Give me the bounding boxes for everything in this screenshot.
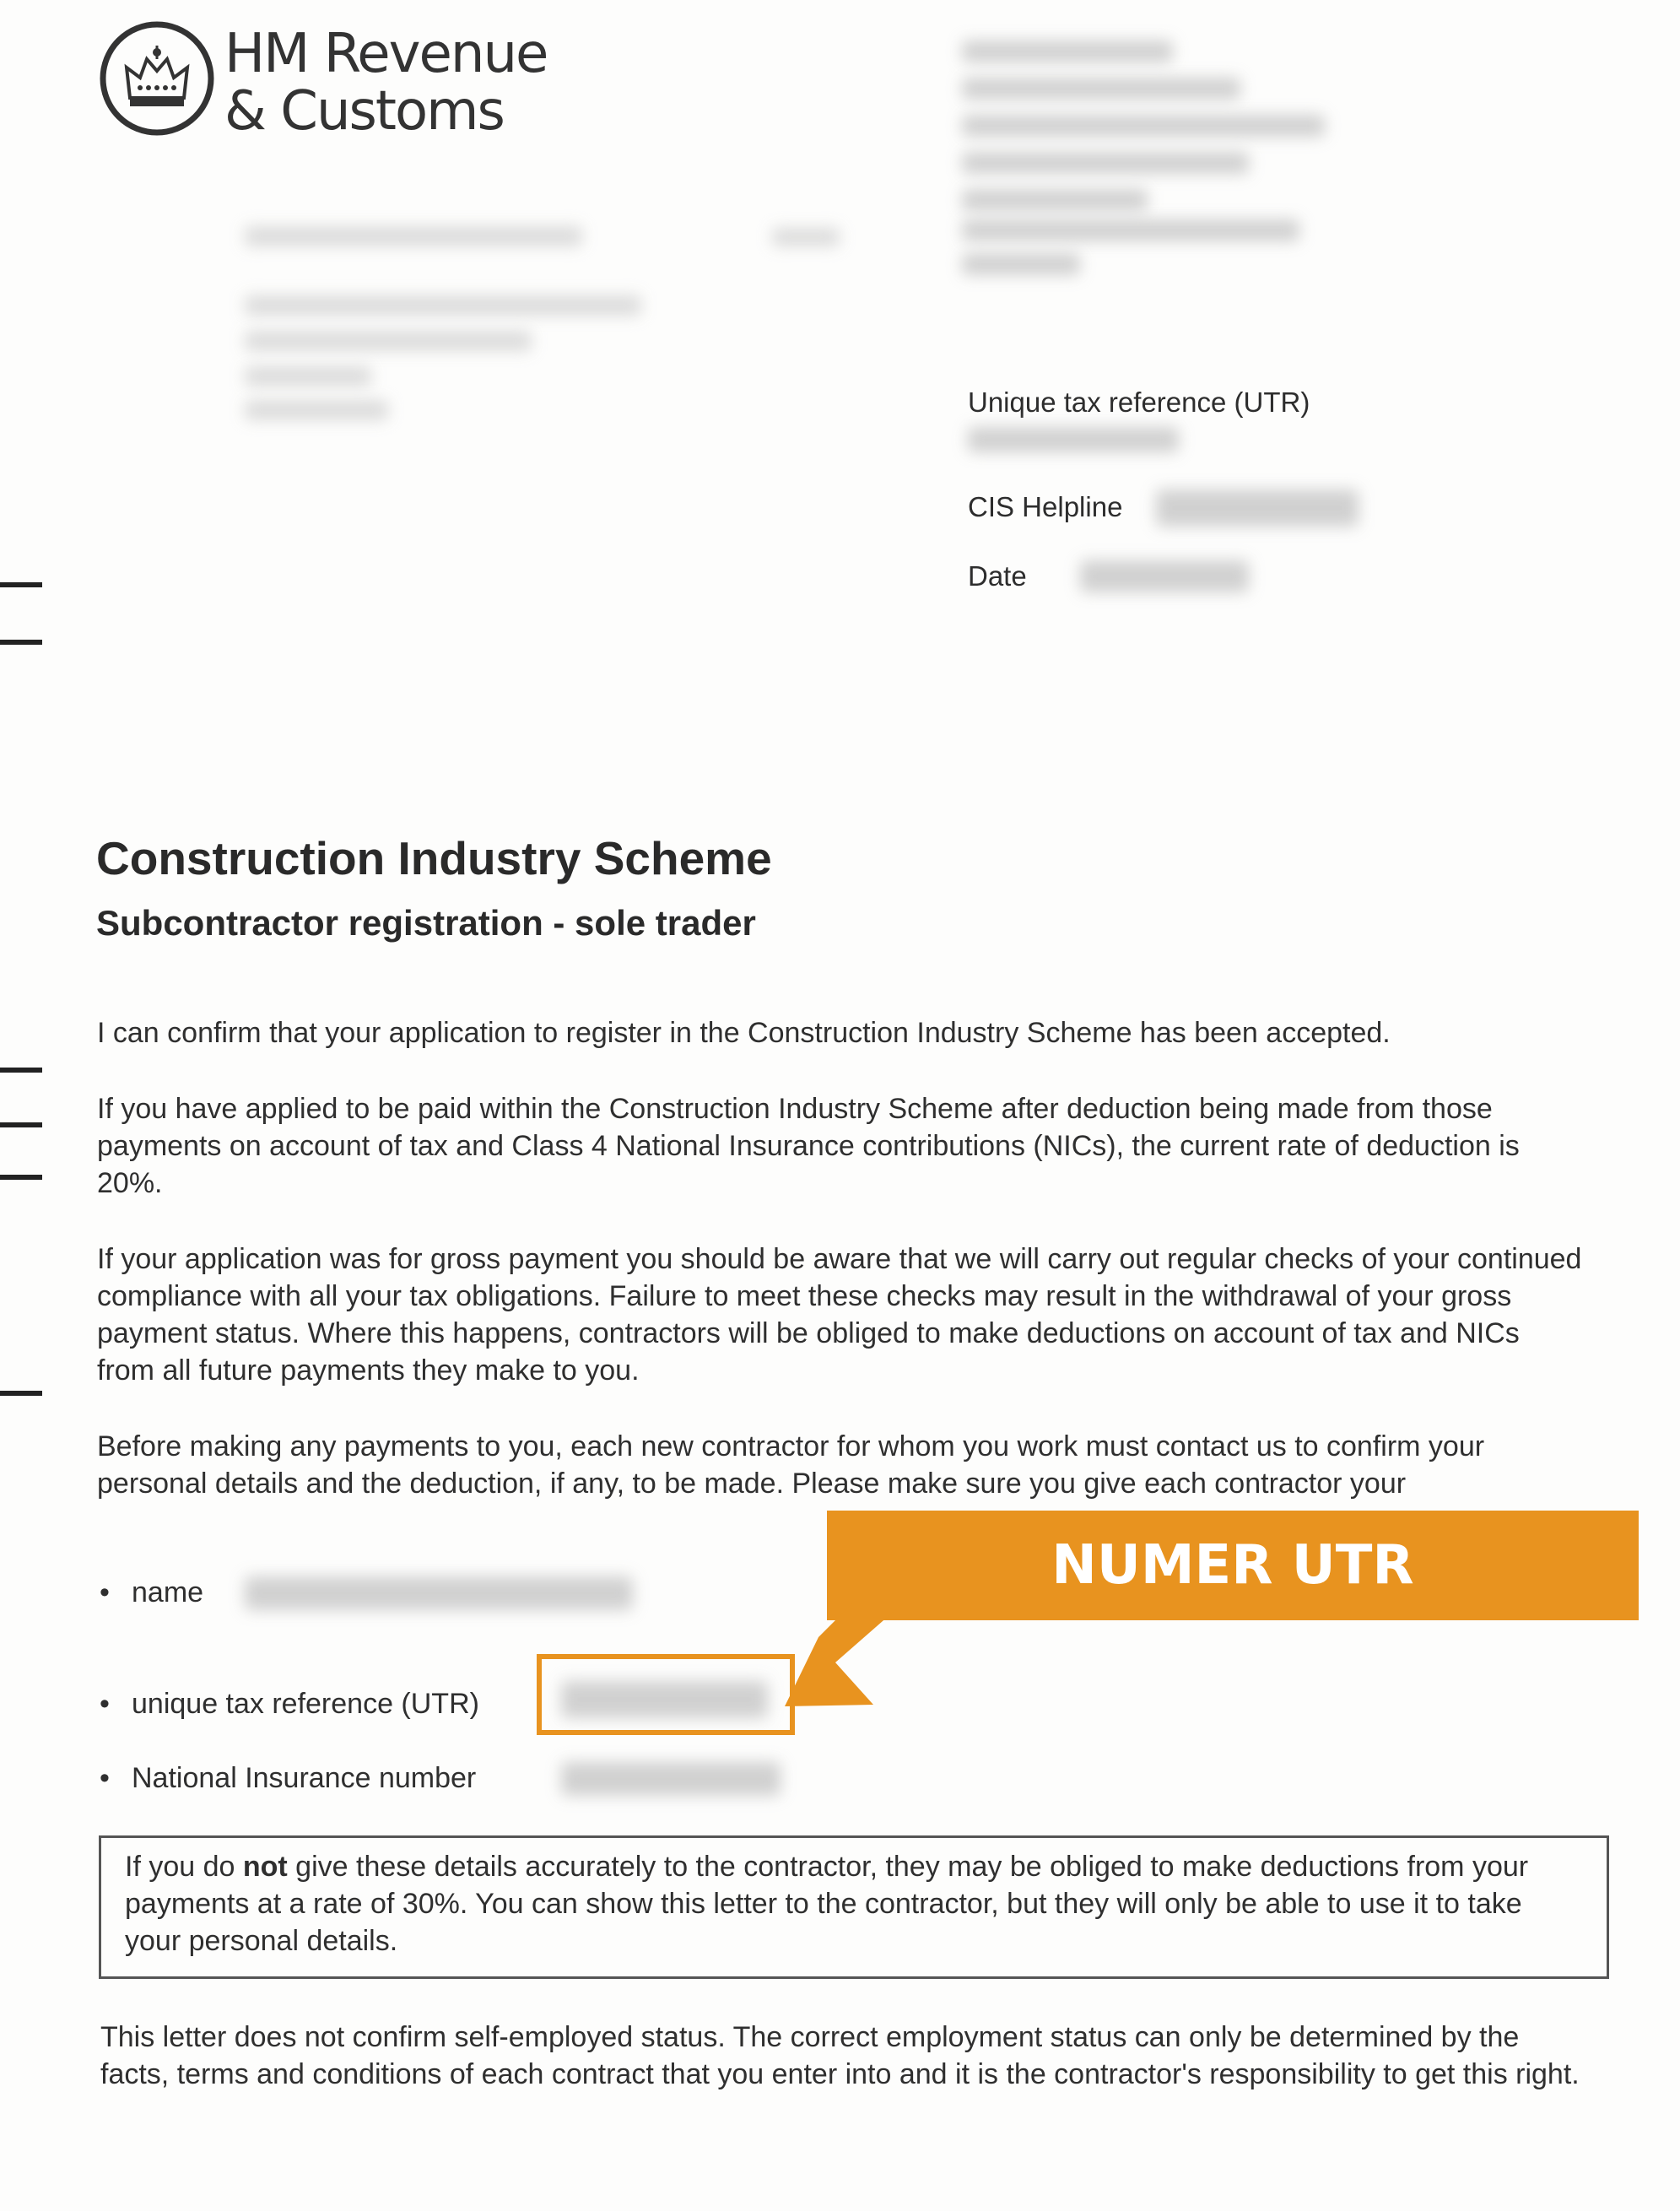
bullet-item: • name — [100, 1576, 204, 1608]
margin-mark — [0, 1068, 42, 1073]
paragraph: Before making any payments to you, each new contractor for whom you work must contact us to confirm your personal details and the deduction, if any, to be made. Please make sure you give each contractor your — [97, 1430, 1485, 1500]
redacted-recipient-address — [245, 400, 388, 420]
paragraph: If you have applied to be paid within the Construction Industry Scheme after deduction being made from those payments on account of tax and Class 4 National Insurance contributions (NICs), the current rate of deduction is 20%. — [97, 1093, 1520, 1199]
redacted-sender-address — [962, 189, 1148, 211]
paragraph: I can confirm that your application to register in the Construction Industry Scheme has been accepted. — [97, 1017, 1391, 1049]
utr-highlight-box — [537, 1654, 795, 1735]
margin-mark — [0, 1122, 42, 1127]
arrow-icon — [785, 1603, 987, 1722]
bullet-label: name — [132, 1576, 204, 1608]
utr-label: Unique tax reference (UTR) — [968, 387, 1310, 418]
date-label: Date — [968, 560, 1027, 592]
redacted-helpline-value — [1156, 489, 1359, 527]
redacted-sender-address — [962, 115, 1325, 137]
logo-line-2: & Customs — [224, 80, 504, 143]
notice-box — [99, 1835, 1609, 1979]
margin-mark — [0, 640, 42, 645]
margin-mark — [0, 1175, 42, 1180]
redacted-recipient-address — [245, 295, 641, 316]
redacted-recipient-address — [245, 226, 582, 246]
crown-icon — [98, 15, 216, 142]
redacted-sender-address — [962, 219, 1299, 241]
margin-mark — [0, 1391, 42, 1396]
redacted-sender-address — [962, 253, 1080, 275]
logo-line-1: HM Revenue — [224, 23, 548, 85]
footer-paragraph: This letter does not confirm self-employed status. The correct employment status can only be determined by the facts, terms and conditions of each contract that you enter into and it is the contractor's responsibility to get this right. — [100, 2021, 1580, 2090]
redacted-sender-address — [962, 78, 1240, 100]
paragraph: If your application was for gross payment you should be aware that we will carry out regular checks of your continued compliance with all your tax obligations. Failure to meet these checks may result in the withdrawal of your gross payment status. Where this happens, contractors will be obliged to make deductions on account of tax and NICs from all future payments they make to you. — [97, 1243, 1582, 1387]
bullet-item: • National Insurance number — [100, 1762, 477, 1794]
redacted-recipient-address — [245, 331, 532, 351]
cis-helpline-label: CIS Helpline — [968, 491, 1123, 522]
notice-text: If you do not give these details accurately to the contractor, they may be obliged to make deductions from your payments at a rate of 30%. You can show this letter to the contractor, but they will only be able to use it to take your personal details. — [125, 1851, 1529, 1957]
redacted-recipient-address — [245, 366, 371, 387]
redacted-date-value — [1080, 560, 1249, 592]
redacted-sender-address — [962, 41, 1173, 62]
bullet-label: unique tax reference (UTR) — [132, 1688, 479, 1720]
utr-callout-label: NUMER UTR — [1051, 1534, 1414, 1597]
redacted-ni-number-value — [561, 1762, 781, 1796]
notice-emphasis: not — [242, 1851, 288, 1883]
page-subtitle: Subcontractor registration - sole trader — [96, 903, 756, 943]
bullet-label: National Insurance number — [132, 1762, 477, 1794]
margin-mark — [0, 582, 42, 587]
redacted-utr-value — [968, 427, 1179, 452]
redacted-name-value — [245, 1576, 633, 1610]
bullet-item: • unique tax reference (UTR) — [100, 1688, 479, 1720]
redacted-recipient-address — [772, 228, 840, 246]
hmrc-logo — [98, 15, 570, 142]
redacted-sender-address — [962, 152, 1249, 174]
page-title: Construction Industry Scheme — [96, 832, 772, 884]
